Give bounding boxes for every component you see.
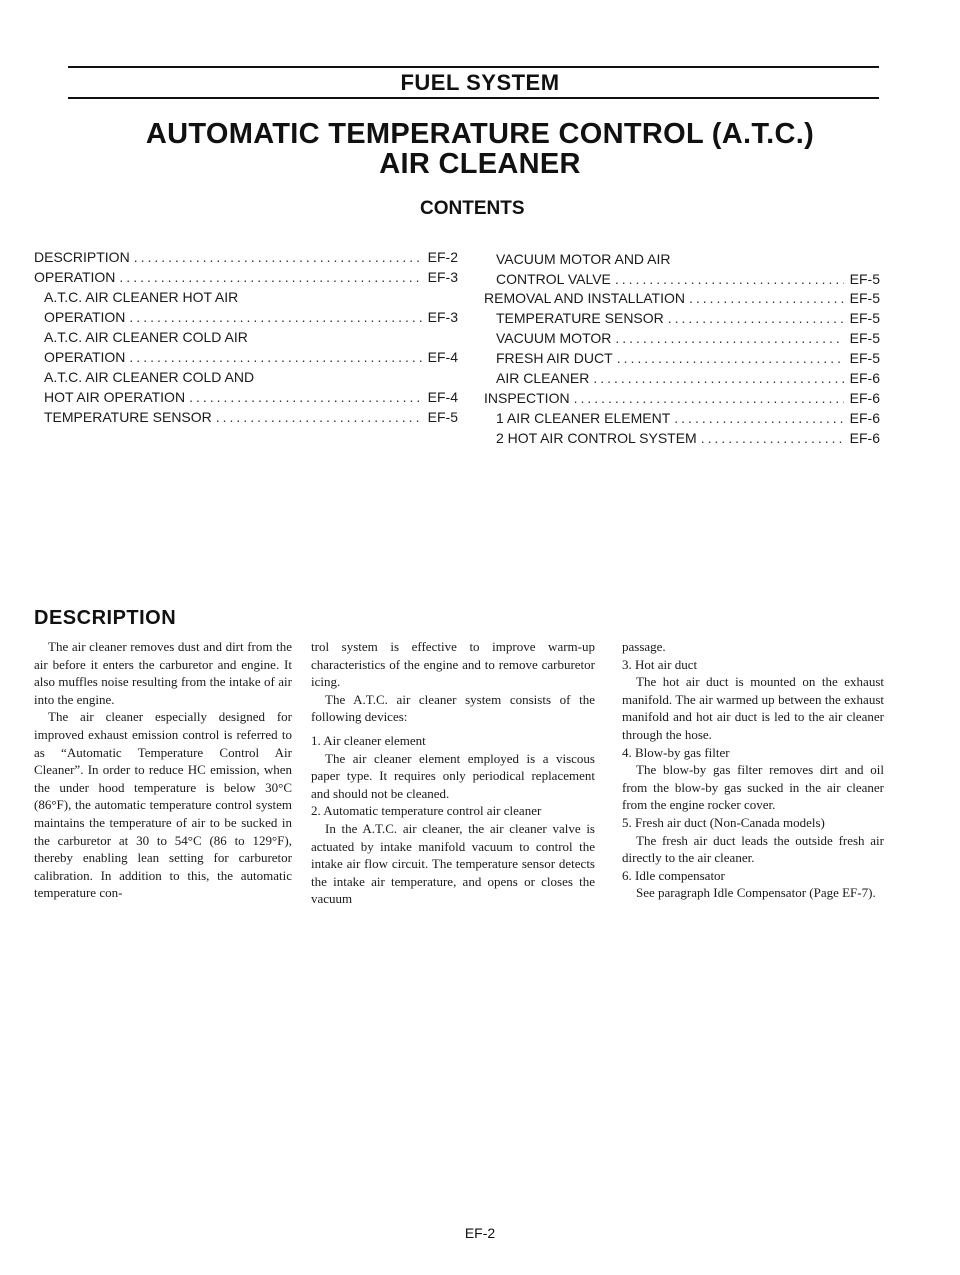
toc-entry xyxy=(34,269,458,287)
toc-label: VACUUM MOTOR xyxy=(496,330,612,346)
toc-page: EF-3 xyxy=(427,309,458,325)
toc-page: EF-5 xyxy=(849,271,880,287)
toc-label: A.T.C. AIR CLEANER COLD AIR xyxy=(44,329,248,345)
paragraph: See paragraph Idle Compensator (Page EF-7). xyxy=(636,885,876,901)
toc-leader xyxy=(701,430,844,446)
toc-leader xyxy=(119,269,421,285)
toc-leader xyxy=(668,310,844,326)
description-heading: DESCRIPTION xyxy=(34,607,177,629)
list-item-heading: 3. Hot air duct xyxy=(622,656,698,672)
toc-label: OPERATION xyxy=(34,269,116,285)
header-rule-bottom xyxy=(68,97,879,99)
paragraph: The fresh air duct leads the outside fresh air directly to the air cleaner. xyxy=(622,832,884,866)
toc-leader xyxy=(615,271,844,287)
toc-leader xyxy=(593,370,843,386)
toc-page: EF-4 xyxy=(427,349,458,365)
toc-label: VACUUM MOTOR AND AIR xyxy=(496,251,671,267)
paragraph: The blow-by gas filter removes dirt and oil from the blow-by gas sucked in the air cleaner from the engine rocker cover. xyxy=(622,762,884,813)
paragraph: passage. xyxy=(622,639,666,654)
list-item-heading: 6. Idle compensator xyxy=(622,867,725,883)
toc-entry xyxy=(496,430,880,448)
body-column-1 xyxy=(34,638,292,902)
toc-leader xyxy=(674,410,843,426)
toc-leader xyxy=(689,290,844,306)
toc-entry xyxy=(484,290,880,308)
toc-page: EF-6 xyxy=(849,390,880,406)
toc-entry xyxy=(44,329,248,347)
toc-page: EF-2 xyxy=(427,249,458,265)
header-rule-top xyxy=(68,66,879,68)
list-item-heading: 5. Fresh air duct (Non-Canada models) xyxy=(622,814,825,830)
toc-label: REMOVAL AND INSTALLATION xyxy=(484,290,685,306)
toc-label: 2 HOT AIR CONTROL SYSTEM xyxy=(496,430,697,446)
toc-label: DESCRIPTION xyxy=(34,249,130,265)
page-number: EF-2 xyxy=(464,1225,496,1241)
toc-entry xyxy=(44,389,458,407)
toc-label: OPERATION xyxy=(44,309,126,325)
body-column-2 xyxy=(311,638,595,908)
toc-entry xyxy=(44,309,458,327)
toc-page: EF-6 xyxy=(849,370,880,386)
toc-page: EF-3 xyxy=(427,269,458,285)
document-title-line-1: AUTOMATIC TEMPERATURE CONTROL (A.T.C.) xyxy=(145,118,815,150)
toc-leader xyxy=(216,409,422,425)
toc-leader xyxy=(615,330,843,346)
toc-entry xyxy=(496,410,880,428)
toc-entry xyxy=(34,249,458,267)
toc-entry xyxy=(484,390,880,408)
list-item-heading: 1. Air cleaner element xyxy=(311,732,426,748)
toc-label: INSPECTION xyxy=(484,390,570,406)
paragraph: In the A.T.C. air cleaner, the air cleaner valve is actuated by intake manifold vacuum to control the intake air flow circuit. The temperature sensor detects the intake air temperature, and opens or closes the vacuum xyxy=(311,820,595,907)
toc-entry xyxy=(496,310,880,328)
toc-leader xyxy=(134,249,422,265)
paragraph: The hot air duct is mounted on the exhaust manifold. The air warmed up between the exhaust manifold and hot air duct is led to the air cleaner through the hose. xyxy=(622,674,884,742)
toc-page: EF-5 xyxy=(849,330,880,346)
toc-page: EF-6 xyxy=(849,430,880,446)
document-title-line-2: AIR CLEANER xyxy=(379,148,581,180)
paragraph: trol system is effective to improve warm-up characteristics of the engine and to remove carburetor icing. xyxy=(311,639,595,690)
toc-page: EF-5 xyxy=(849,350,880,366)
toc-entry xyxy=(44,289,238,307)
toc-label: OPERATION xyxy=(44,349,126,365)
toc-entry xyxy=(496,350,880,368)
toc-page: EF-5 xyxy=(849,310,880,326)
toc-entry xyxy=(496,370,880,388)
toc-page: EF-6 xyxy=(849,410,880,426)
toc-entry xyxy=(44,349,458,367)
toc-page: EF-5 xyxy=(427,409,458,425)
toc-page: EF-4 xyxy=(427,389,458,405)
list-item-heading: 4. Blow-by gas filter xyxy=(622,744,730,760)
toc-entry xyxy=(496,330,880,348)
paragraph: The A.T.C. air cleaner system consists of the following devices: xyxy=(311,691,595,725)
toc-label: A.T.C. AIR CLEANER HOT AIR xyxy=(44,289,239,305)
toc-label: AIR CLEANER xyxy=(496,370,590,386)
body-column-3 xyxy=(622,638,884,902)
toc-label: HOT AIR OPERATION xyxy=(44,389,186,405)
toc-label: A.T.C. AIR CLEANER COLD AND xyxy=(44,369,255,385)
toc-entry xyxy=(496,271,880,289)
toc-entry xyxy=(44,369,254,387)
section-title: FUEL SYSTEM xyxy=(400,70,560,95)
toc-label: TEMPERATURE SENSOR xyxy=(44,409,212,425)
toc-leader xyxy=(617,350,844,366)
toc-leader xyxy=(574,390,844,406)
paragraph: The air cleaner removes dust and dirt from the air before it enters the carburetor and engine. It also muffles noise resulting from the intake of air into the engine. xyxy=(34,639,292,707)
list-item-heading: 2. Automatic temperature control air cleaner xyxy=(311,803,542,819)
toc-leader xyxy=(129,349,421,365)
paragraph: The air cleaner element employed is a viscous paper type. It requires only periodical replacement and should not be cleaned. xyxy=(311,750,595,801)
toc-leader xyxy=(189,389,422,405)
toc-label: FRESH AIR DUCT xyxy=(496,350,613,366)
toc-label: CONTROL VALVE xyxy=(496,271,611,287)
toc-entry xyxy=(44,409,458,427)
toc-page: EF-5 xyxy=(849,290,880,306)
contents-heading: CONTENTS xyxy=(420,198,525,219)
toc-label: TEMPERATURE SENSOR xyxy=(496,310,664,326)
toc-label: 1 AIR CLEANER ELEMENT xyxy=(496,410,671,426)
toc-entry xyxy=(496,251,671,269)
toc-leader xyxy=(129,309,421,325)
paragraph: The air cleaner especially designed for improved exhaust emission control is referred to as “Automatic Temperature Control Air Cleaner”. In order to reduce HC emission, when the under hood temperature is below 30°C (86°F), the automatic temperature control system maintains the temperature of air to be sucked in the carburetor at 30 to 54°C (86 to 129°F), thereby enabling lean setting for carburetor calibration. In addition to this, the automatic temperature con- xyxy=(34,709,292,901)
